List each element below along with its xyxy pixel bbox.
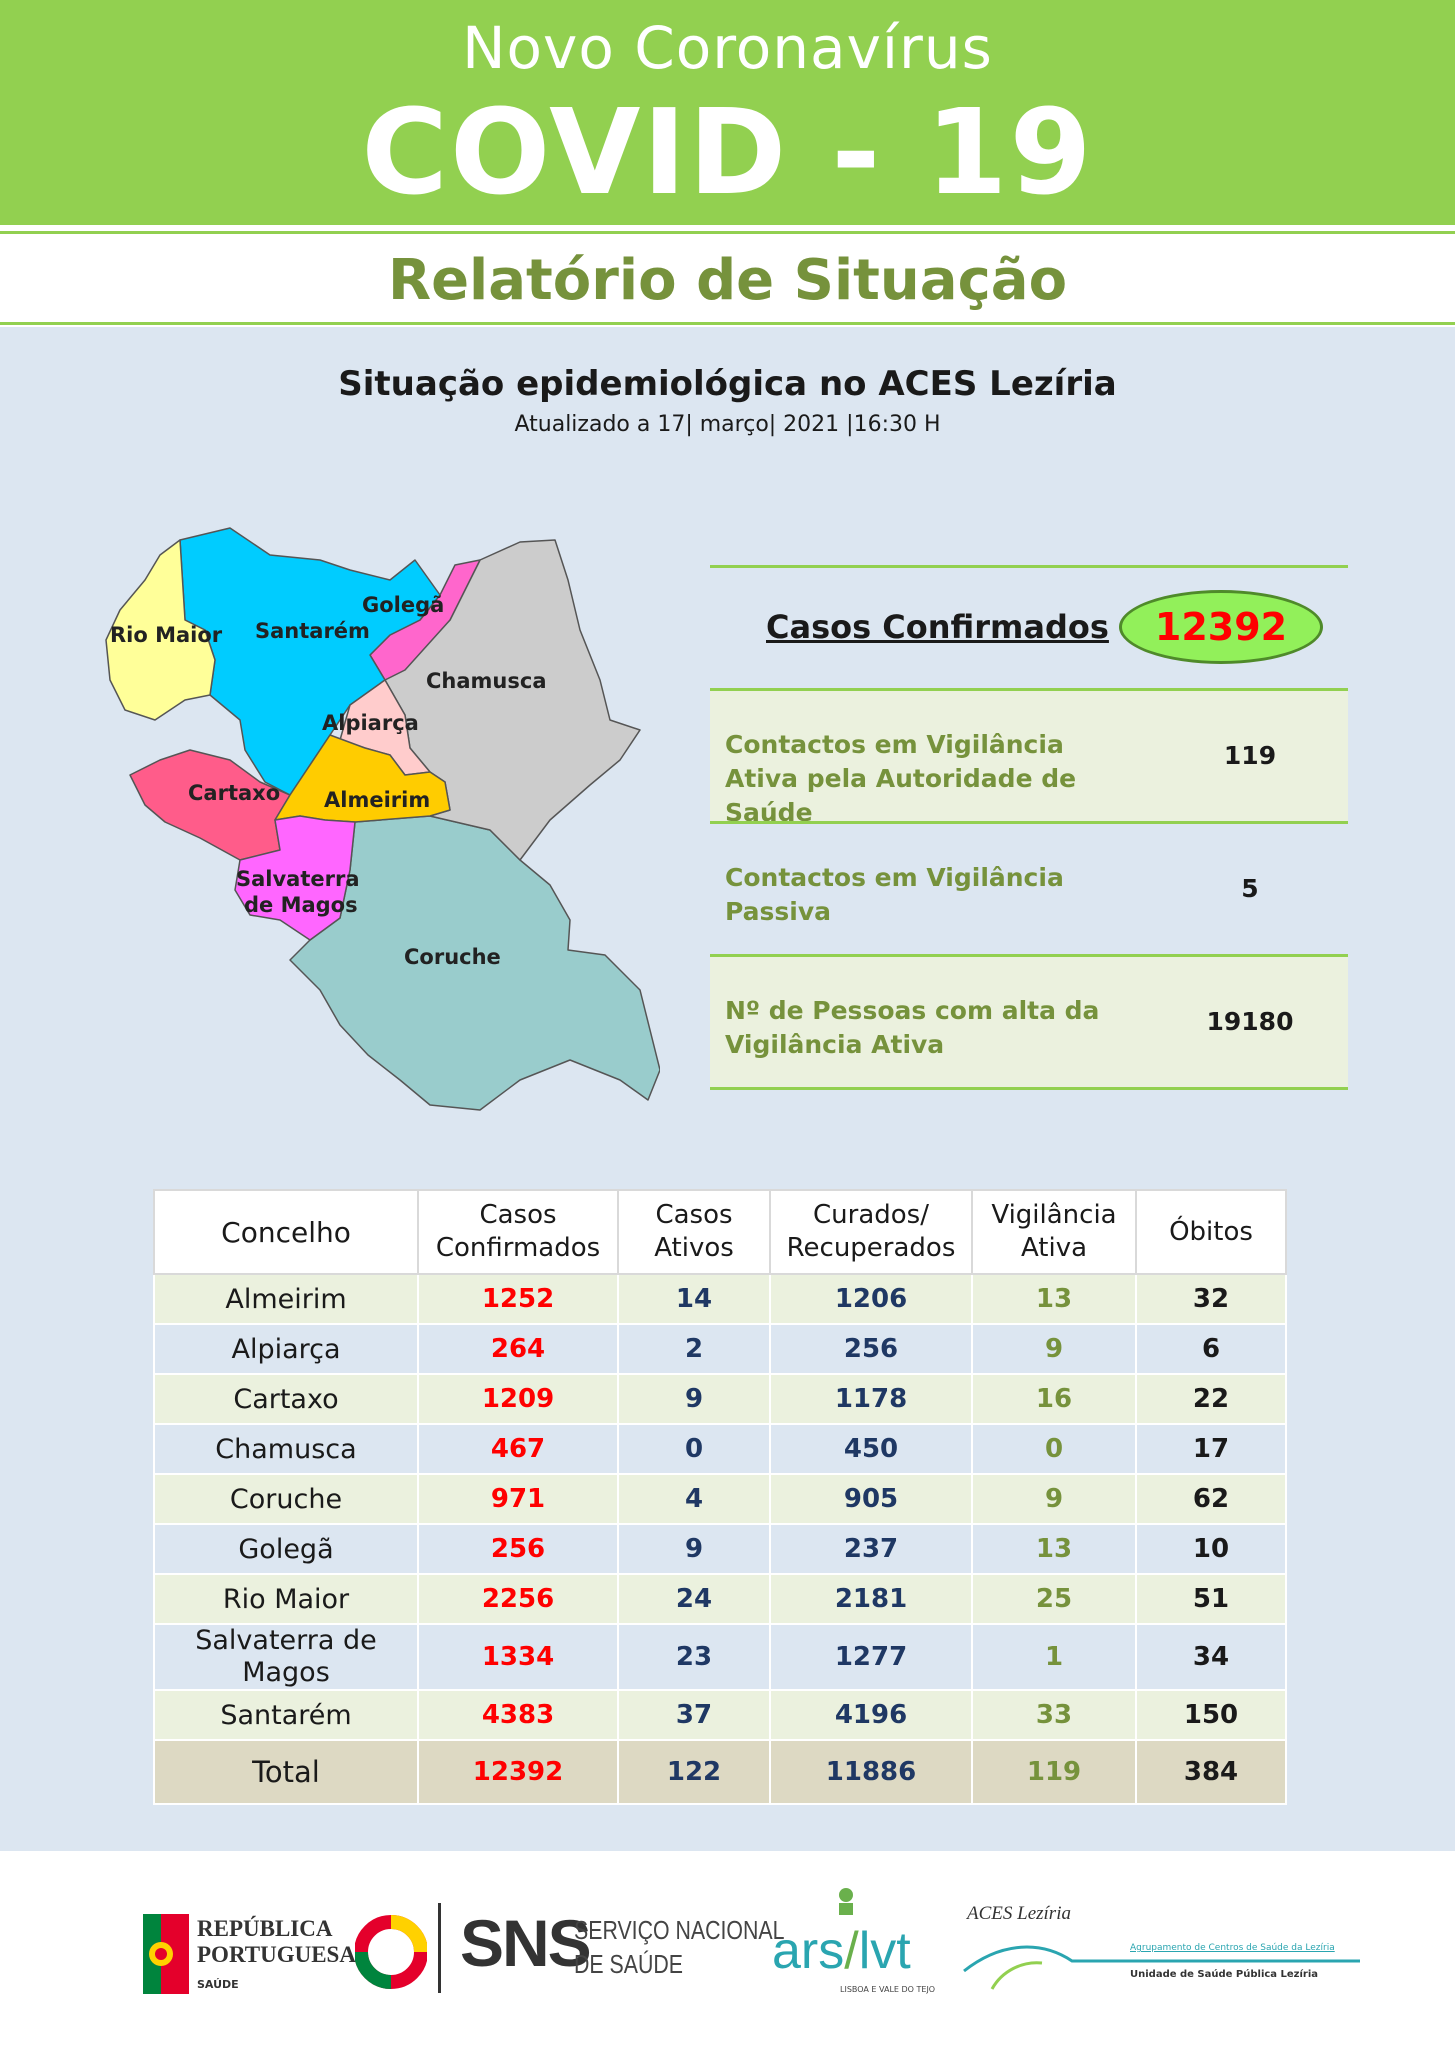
total-cell-concelho: Total (154, 1740, 418, 1804)
map-label-santarem: Santarém (255, 619, 370, 643)
cell-concelho: Cartaxo (154, 1374, 418, 1424)
cell-surveillance: 25 (972, 1574, 1136, 1624)
cell-confirmed: 467 (418, 1424, 618, 1474)
cell-deaths: 51 (1136, 1574, 1286, 1624)
cell-confirmed: 264 (418, 1324, 618, 1374)
cell-active: 0 (618, 1424, 770, 1474)
cell-concelho: Rio Maior (154, 1574, 418, 1624)
total-cell-confirmed: 12392 (418, 1740, 618, 1804)
map-label-rio-maior: Rio Maior (110, 623, 223, 647)
cell-deaths: 6 (1136, 1324, 1286, 1374)
header-subject: Novo Coronavírus (462, 14, 993, 82)
section-title: Situação epidemiológica no ACES Lezíria (338, 364, 1117, 404)
table-row (154, 1324, 1286, 1374)
aces-wave-icon (962, 1931, 1362, 1991)
stat-value: 119 (1223, 741, 1277, 770)
cell-active: 9 (618, 1374, 770, 1424)
confirmed-cases-row (710, 568, 1348, 688)
table-row (154, 1690, 1286, 1740)
sns-line2: DE SAÚDE (574, 1949, 683, 1979)
cell-concelho: Golegã (154, 1524, 418, 1574)
report-header (0, 0, 1455, 225)
cell-deaths: 34 (1136, 1624, 1286, 1690)
ars-slash: / (844, 1922, 859, 1980)
cell-active: 23 (618, 1624, 770, 1690)
summary-panel (710, 565, 1348, 1090)
cell-confirmed: 1252 (418, 1274, 618, 1324)
cell-recovered: 1277 (770, 1624, 972, 1690)
cell-deaths: 32 (1136, 1274, 1286, 1324)
stat-label: Contactos em Vigilância Passiva (725, 863, 1064, 926)
confirmed-cases-value: 12392 (1119, 590, 1323, 664)
cell-confirmed: 1209 (418, 1374, 618, 1424)
municipality-table (153, 1189, 1287, 1805)
lvt-text: lvt (858, 1922, 911, 1980)
map-label-de-magos: de Magos (244, 893, 358, 917)
cell-surveillance: 9 (972, 1324, 1136, 1374)
stat-label: Contactos em Vigilância Ativa pela Autoridade de Saúde (725, 730, 1077, 827)
cell-recovered: 256 (770, 1324, 972, 1374)
sns-text (574, 1913, 784, 1981)
header-title: COVID - 19 (361, 83, 1094, 221)
stat-value: 19180 (1206, 1007, 1294, 1036)
health-ring-icon (355, 1906, 427, 1998)
report-subtitle: Relatório de Situação (387, 248, 1068, 313)
total-cell-recovered: 11886 (770, 1740, 972, 1804)
table-row (154, 1274, 1286, 1324)
stat-discharged (710, 954, 1348, 1087)
divider (710, 1087, 1348, 1090)
table-header-row (154, 1190, 1286, 1274)
region-map (100, 520, 660, 1120)
aces-line1: Agrupamento de Centros de Saúde da Lezíria (1130, 1943, 1335, 1953)
divider (0, 322, 1455, 325)
divider (0, 231, 1455, 234)
cell-deaths: 17 (1136, 1424, 1286, 1474)
cell-deaths: 150 (1136, 1690, 1286, 1740)
total-cell-surveillance: 119 (972, 1740, 1136, 1804)
cell-surveillance: 0 (972, 1424, 1136, 1474)
cell-concelho: Alpiarça (154, 1324, 418, 1374)
cell-concelho: Santarém (154, 1690, 418, 1740)
cell-surveillance: 33 (972, 1690, 1136, 1740)
cell-confirmed: 1334 (418, 1624, 618, 1690)
cell-confirmed: 256 (418, 1524, 618, 1574)
cell-recovered: 905 (770, 1474, 972, 1524)
cell-active: 37 (618, 1690, 770, 1740)
cell-recovered: 4196 (770, 1690, 972, 1740)
aces-line2: Unidade de Saúde Pública Lezíria (1130, 1969, 1319, 1980)
table-row (154, 1424, 1286, 1474)
ars-subtitle: LISBOA E VALE DO TEJO (840, 1985, 936, 1994)
cell-deaths: 62 (1136, 1474, 1286, 1524)
rp-line1: REPÚBLICA (197, 1916, 333, 1941)
aces-logo-title: ACES Lezíria (967, 1903, 1071, 1924)
cell-confirmed: 971 (418, 1474, 618, 1524)
stat-label: Nº de Pessoas com alta da Vigilância Ativa (725, 996, 1100, 1059)
confirmed-cases-label: Casos Confirmados (766, 608, 1109, 646)
table-row (154, 1524, 1286, 1574)
cell-recovered: 1178 (770, 1374, 972, 1424)
col-header-active: Casos Ativos (618, 1190, 770, 1274)
update-date: Atualizado a 17| março| 2021 |16:30 H (514, 412, 941, 437)
stat-active-surveillance (710, 688, 1348, 827)
map-label-salvaterra: Salvaterra (236, 867, 360, 891)
cell-surveillance: 13 (972, 1274, 1136, 1324)
cell-surveillance: 16 (972, 1374, 1136, 1424)
stat-value: 5 (1241, 874, 1259, 903)
cell-active: 4 (618, 1474, 770, 1524)
cell-recovered: 237 (770, 1524, 972, 1574)
cell-active: 9 (618, 1524, 770, 1574)
cell-active: 14 (618, 1274, 770, 1324)
cell-concelho: Coruche (154, 1474, 418, 1524)
cell-concelho: Salvaterra de Magos (154, 1624, 418, 1690)
ars-logo (772, 1921, 911, 1981)
cell-deaths: 22 (1136, 1374, 1286, 1424)
cell-confirmed: 4383 (418, 1690, 618, 1740)
rp-line2: PORTUGUESA (197, 1942, 356, 1967)
col-header-confirmed: Casos Confirmados (418, 1190, 618, 1274)
cell-surveillance: 13 (972, 1524, 1136, 1574)
map-label-cartaxo: Cartaxo (188, 781, 281, 805)
stat-passive-surveillance (710, 821, 1348, 954)
cell-concelho: Almeirim (154, 1274, 418, 1324)
table-row (154, 1374, 1286, 1424)
table-total-row (154, 1740, 1286, 1804)
rp-line3: SAÚDE (197, 1978, 239, 1991)
col-header-surveillance: Vigilância Ativa (972, 1190, 1136, 1274)
col-header-deaths: Óbitos (1136, 1190, 1286, 1274)
table-row (154, 1624, 1286, 1690)
col-header-recovered: Curados/ Recuperados (770, 1190, 972, 1274)
cell-active: 2 (618, 1324, 770, 1374)
col-header-concelho: Concelho (154, 1190, 418, 1274)
map-label-chamusca: Chamusca (426, 669, 547, 693)
republica-portuguesa-logo (143, 1906, 356, 2006)
ars-figure-icon (833, 1887, 859, 1917)
cell-recovered: 2181 (770, 1574, 972, 1624)
ars-text: ars (772, 1922, 845, 1980)
flag-emblem-icon (143, 1914, 189, 1994)
map-label-golega: Golegã (362, 593, 445, 617)
table-row (154, 1474, 1286, 1524)
cell-recovered: 450 (770, 1424, 972, 1474)
map-label-almeirim: Almeirim (324, 788, 431, 812)
sns-logo: SNS (460, 1906, 590, 1980)
total-cell-deaths: 384 (1136, 1740, 1286, 1804)
footer-divider (438, 1903, 441, 1993)
cell-concelho: Chamusca (154, 1424, 418, 1474)
cell-deaths: 10 (1136, 1524, 1286, 1574)
total-cell-active: 122 (618, 1740, 770, 1804)
cell-recovered: 1206 (770, 1274, 972, 1324)
table-row (154, 1574, 1286, 1624)
map-label-alpiarca: Alpiarça (322, 711, 419, 735)
map-label-coruche: Coruche (404, 945, 501, 969)
footer (0, 1851, 1455, 2048)
cell-confirmed: 2256 (418, 1574, 618, 1624)
cell-surveillance: 1 (972, 1624, 1136, 1690)
cell-active: 24 (618, 1574, 770, 1624)
cell-surveillance: 9 (972, 1474, 1136, 1524)
sns-line1: SERVIÇO NACIONAL (574, 1915, 785, 1945)
